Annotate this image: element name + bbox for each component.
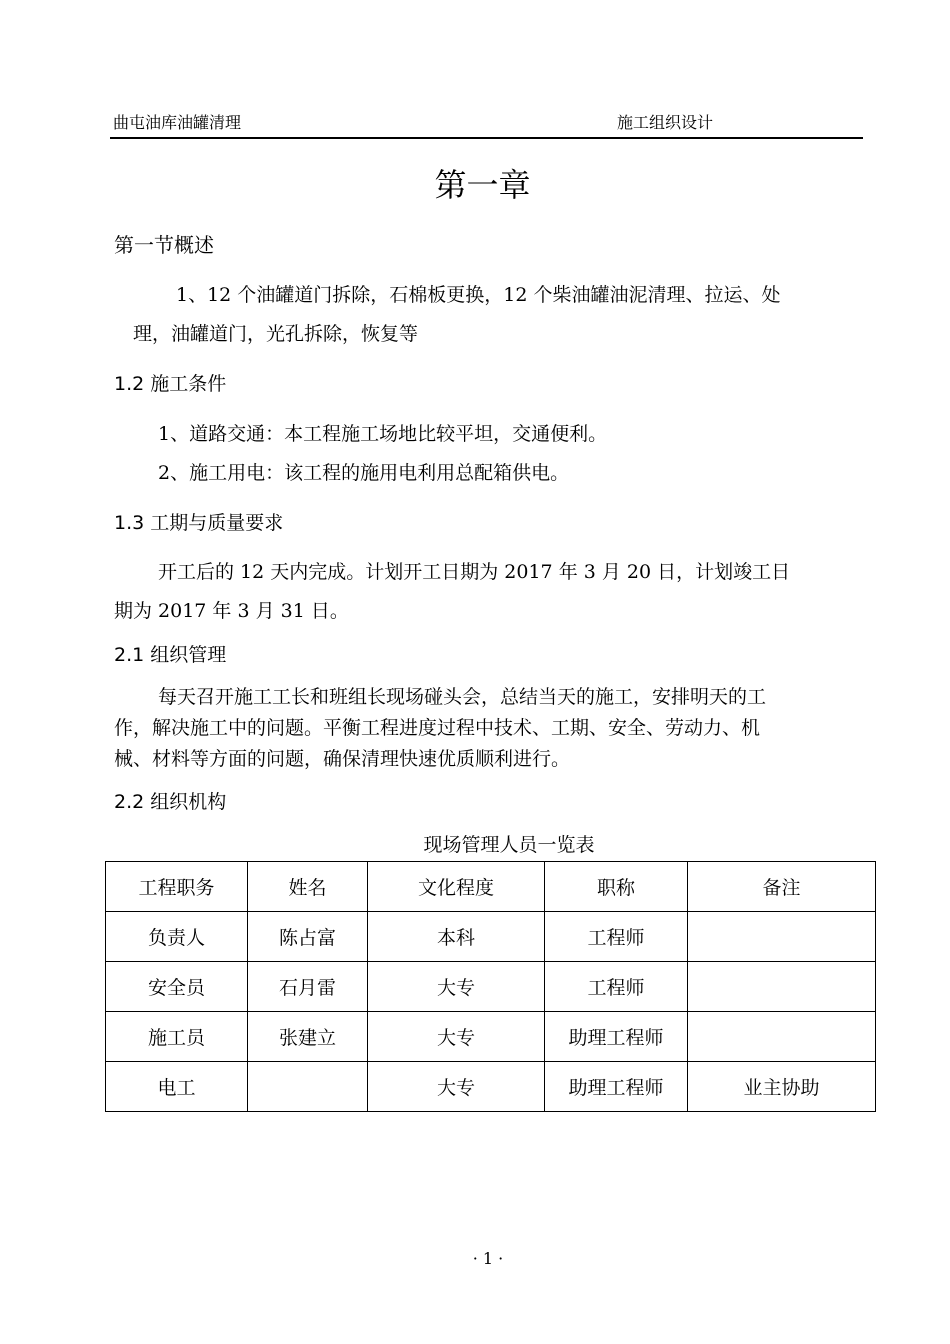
chapter-title: 第一章 bbox=[434, 166, 531, 204]
table-cell: 电工 bbox=[106, 1062, 248, 1112]
table-cell: 负责人 bbox=[106, 912, 248, 962]
table-cell bbox=[688, 912, 876, 962]
running-header-doc-type: 施工组织设计 bbox=[617, 113, 714, 132]
heading-organization-structure: 2.2 组织机构 bbox=[114, 791, 227, 813]
table-caption: 现场管理人员一览表 bbox=[423, 834, 595, 856]
management-line-2: 作，解决施工中的问题。平衡工程进度过程中技术、工期、安全、劳动力、机 bbox=[114, 717, 761, 739]
table-header-cell: 姓名 bbox=[248, 862, 368, 912]
table-header-cell: 备注 bbox=[688, 862, 876, 912]
table-cell: 施工员 bbox=[106, 1012, 248, 1062]
schedule-line-1: 开工后的 12 天内完成。计划开工日期为 2017 年 3 月 20 日，计划竣工日 bbox=[158, 561, 791, 583]
conditions-line-2: 2、施工用电：该工程的施用电利用总配箱供电。 bbox=[158, 462, 570, 484]
section-title-overview: 第一节概述 bbox=[114, 233, 214, 257]
schedule-line-2: 期为 2017 年 3 月 31 日。 bbox=[114, 600, 349, 622]
management-line-1: 每天召开施工工长和班组长现场碰头会，总结当天的施工，安排明天的工 bbox=[158, 686, 767, 708]
table-row bbox=[106, 1012, 876, 1062]
overview-line-1: 1、12 个油罐道门拆除，石棉板更换，12 个柴油罐油泥清理、拉运、处 bbox=[176, 284, 781, 306]
table-cell: 工程师 bbox=[545, 912, 688, 962]
table-cell: 石月雷 bbox=[248, 962, 368, 1012]
table-cell: 大专 bbox=[368, 1012, 545, 1062]
table-header-cell: 职称 bbox=[545, 862, 688, 912]
table-cell: 工程师 bbox=[545, 962, 688, 1012]
table-cell: 助理工程师 bbox=[545, 1012, 688, 1062]
table-cell: 陈占富 bbox=[248, 912, 368, 962]
table-row bbox=[106, 962, 876, 1012]
table-cell bbox=[688, 1012, 876, 1062]
page-number: · 1 · bbox=[472, 1249, 504, 1268]
heading-schedule-quality: 1.3 工期与质量要求 bbox=[114, 512, 284, 534]
table-header-cell: 工程职务 bbox=[106, 862, 248, 912]
table-cell: 大专 bbox=[368, 962, 545, 1012]
heading-construction-conditions: 1.2 施工条件 bbox=[114, 373, 227, 395]
running-header-title: 曲屯油库油罐清理 bbox=[113, 113, 242, 132]
table-cell: 助理工程师 bbox=[545, 1062, 688, 1112]
heading-organization-management: 2.1 组织管理 bbox=[114, 644, 227, 666]
table-cell: 安全员 bbox=[106, 962, 248, 1012]
table-cell bbox=[688, 962, 876, 1012]
header-divider bbox=[110, 137, 863, 139]
table-header-cell: 文化程度 bbox=[368, 862, 545, 912]
conditions-line-1: 1、道路交通：本工程施工场地比较平坦，交通便利。 bbox=[158, 423, 608, 445]
staff-table bbox=[105, 861, 876, 1112]
table-cell: 业主协助 bbox=[688, 1062, 876, 1112]
table-header-row bbox=[106, 862, 876, 912]
management-line-3: 械、材料等方面的问题，确保清理快速优质顺利进行。 bbox=[114, 748, 571, 770]
table-cell bbox=[248, 1062, 368, 1112]
table-row bbox=[106, 912, 876, 962]
table-cell: 张建立 bbox=[248, 1012, 368, 1062]
table-cell: 本科 bbox=[368, 912, 545, 962]
table-cell: 大专 bbox=[368, 1062, 545, 1112]
overview-line-2: 理，油罐道门，光孔拆除，恢复等 bbox=[133, 323, 419, 345]
table-row bbox=[106, 1062, 876, 1112]
